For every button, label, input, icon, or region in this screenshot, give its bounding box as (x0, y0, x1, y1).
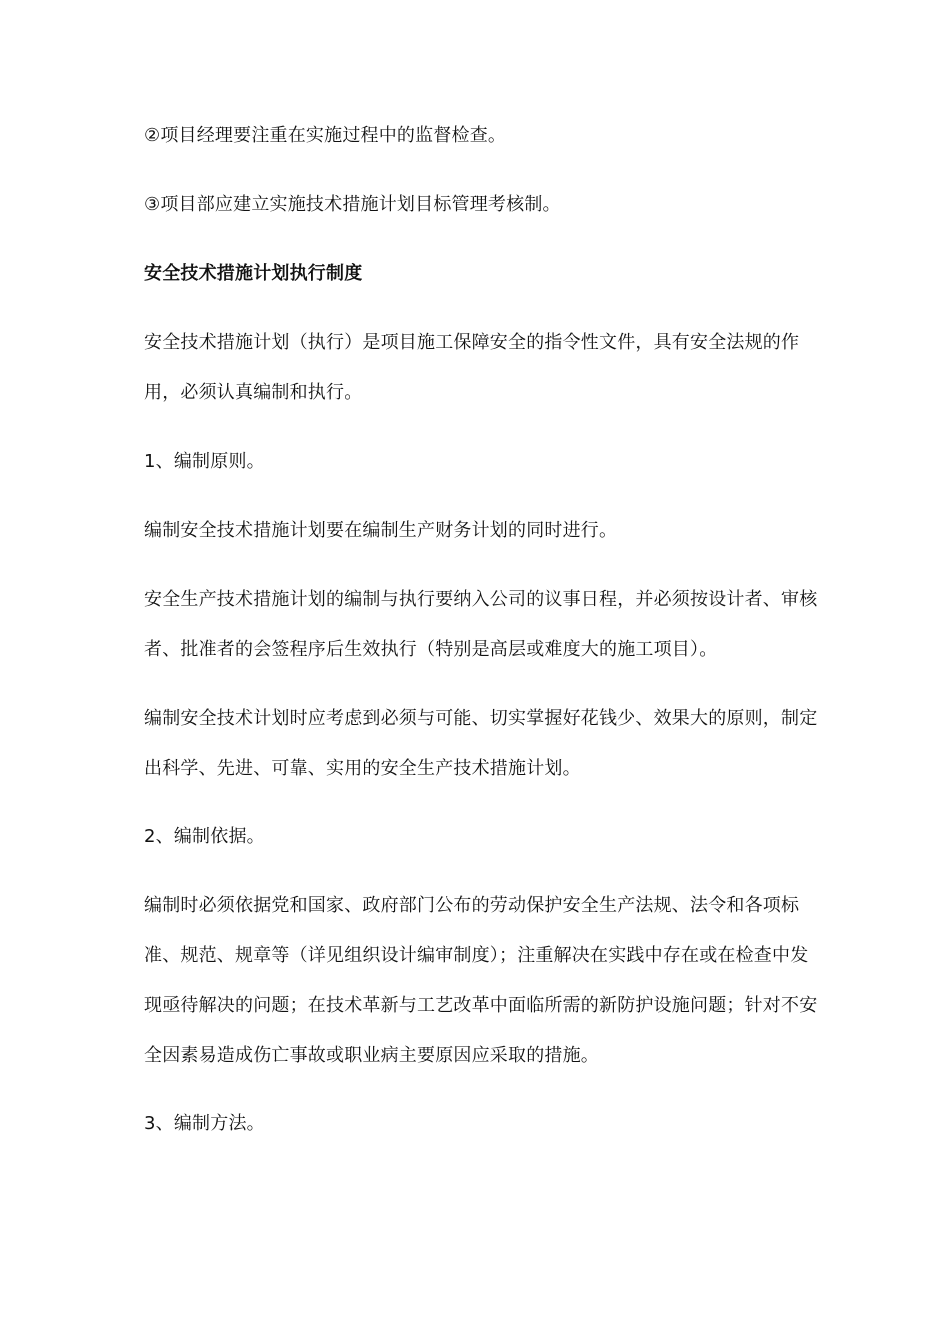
section-heading: 安全技术措施计划执行制度 (144, 263, 363, 284)
paragraph-principle-1: 编制安全技术措施计划要在编制生产财务计划的同时进行。 (144, 520, 618, 541)
paragraph-basis: 编制时必须依据党和国家、政府部门公布的劳动保护安全生产法规、法令和各项标准、规范、规章等（详见组织设计编审制度）；注重解决在实践中存在或在检查中发现亟待解决的问题；在技术革新与工艺改革中面临所需的新防护设施问题；针对不安全因素易造成伤亡事故或职业病主要原因应采取的措施。 (144, 895, 818, 1066)
subheading-principles: 1、编制原则。 (144, 451, 265, 472)
paragraph-intro: 安全技术措施计划（执行）是项目施工保障安全的指令性文件，具有安全法规的作用，必须认真编制和执行。 (144, 332, 800, 403)
subheading-basis: 2、编制依据。 (144, 826, 265, 847)
paragraph-assessment: ③项目部应建立实施技术措施计划目标管理考核制。 (144, 194, 561, 215)
paragraph-supervision: ②项目经理要注重在实施过程中的监督检查。 (144, 125, 507, 146)
paragraph-principle-3: 编制安全技术计划时应考虑到必须与可能、切实掌握好花钱少、效果大的原则，制定出科学、先进、可靠、实用的安全生产技术措施计划。 (144, 708, 818, 779)
paragraph-principle-2: 安全生产技术措施计划的编制与执行要纳入公司的议事日程，并必须按设计者、审核者、批准者的会签程序后生效执行（特别是高层或难度大的施工项目）。 (144, 589, 818, 660)
subheading-methods: 3、编制方法。 (144, 1113, 265, 1134)
